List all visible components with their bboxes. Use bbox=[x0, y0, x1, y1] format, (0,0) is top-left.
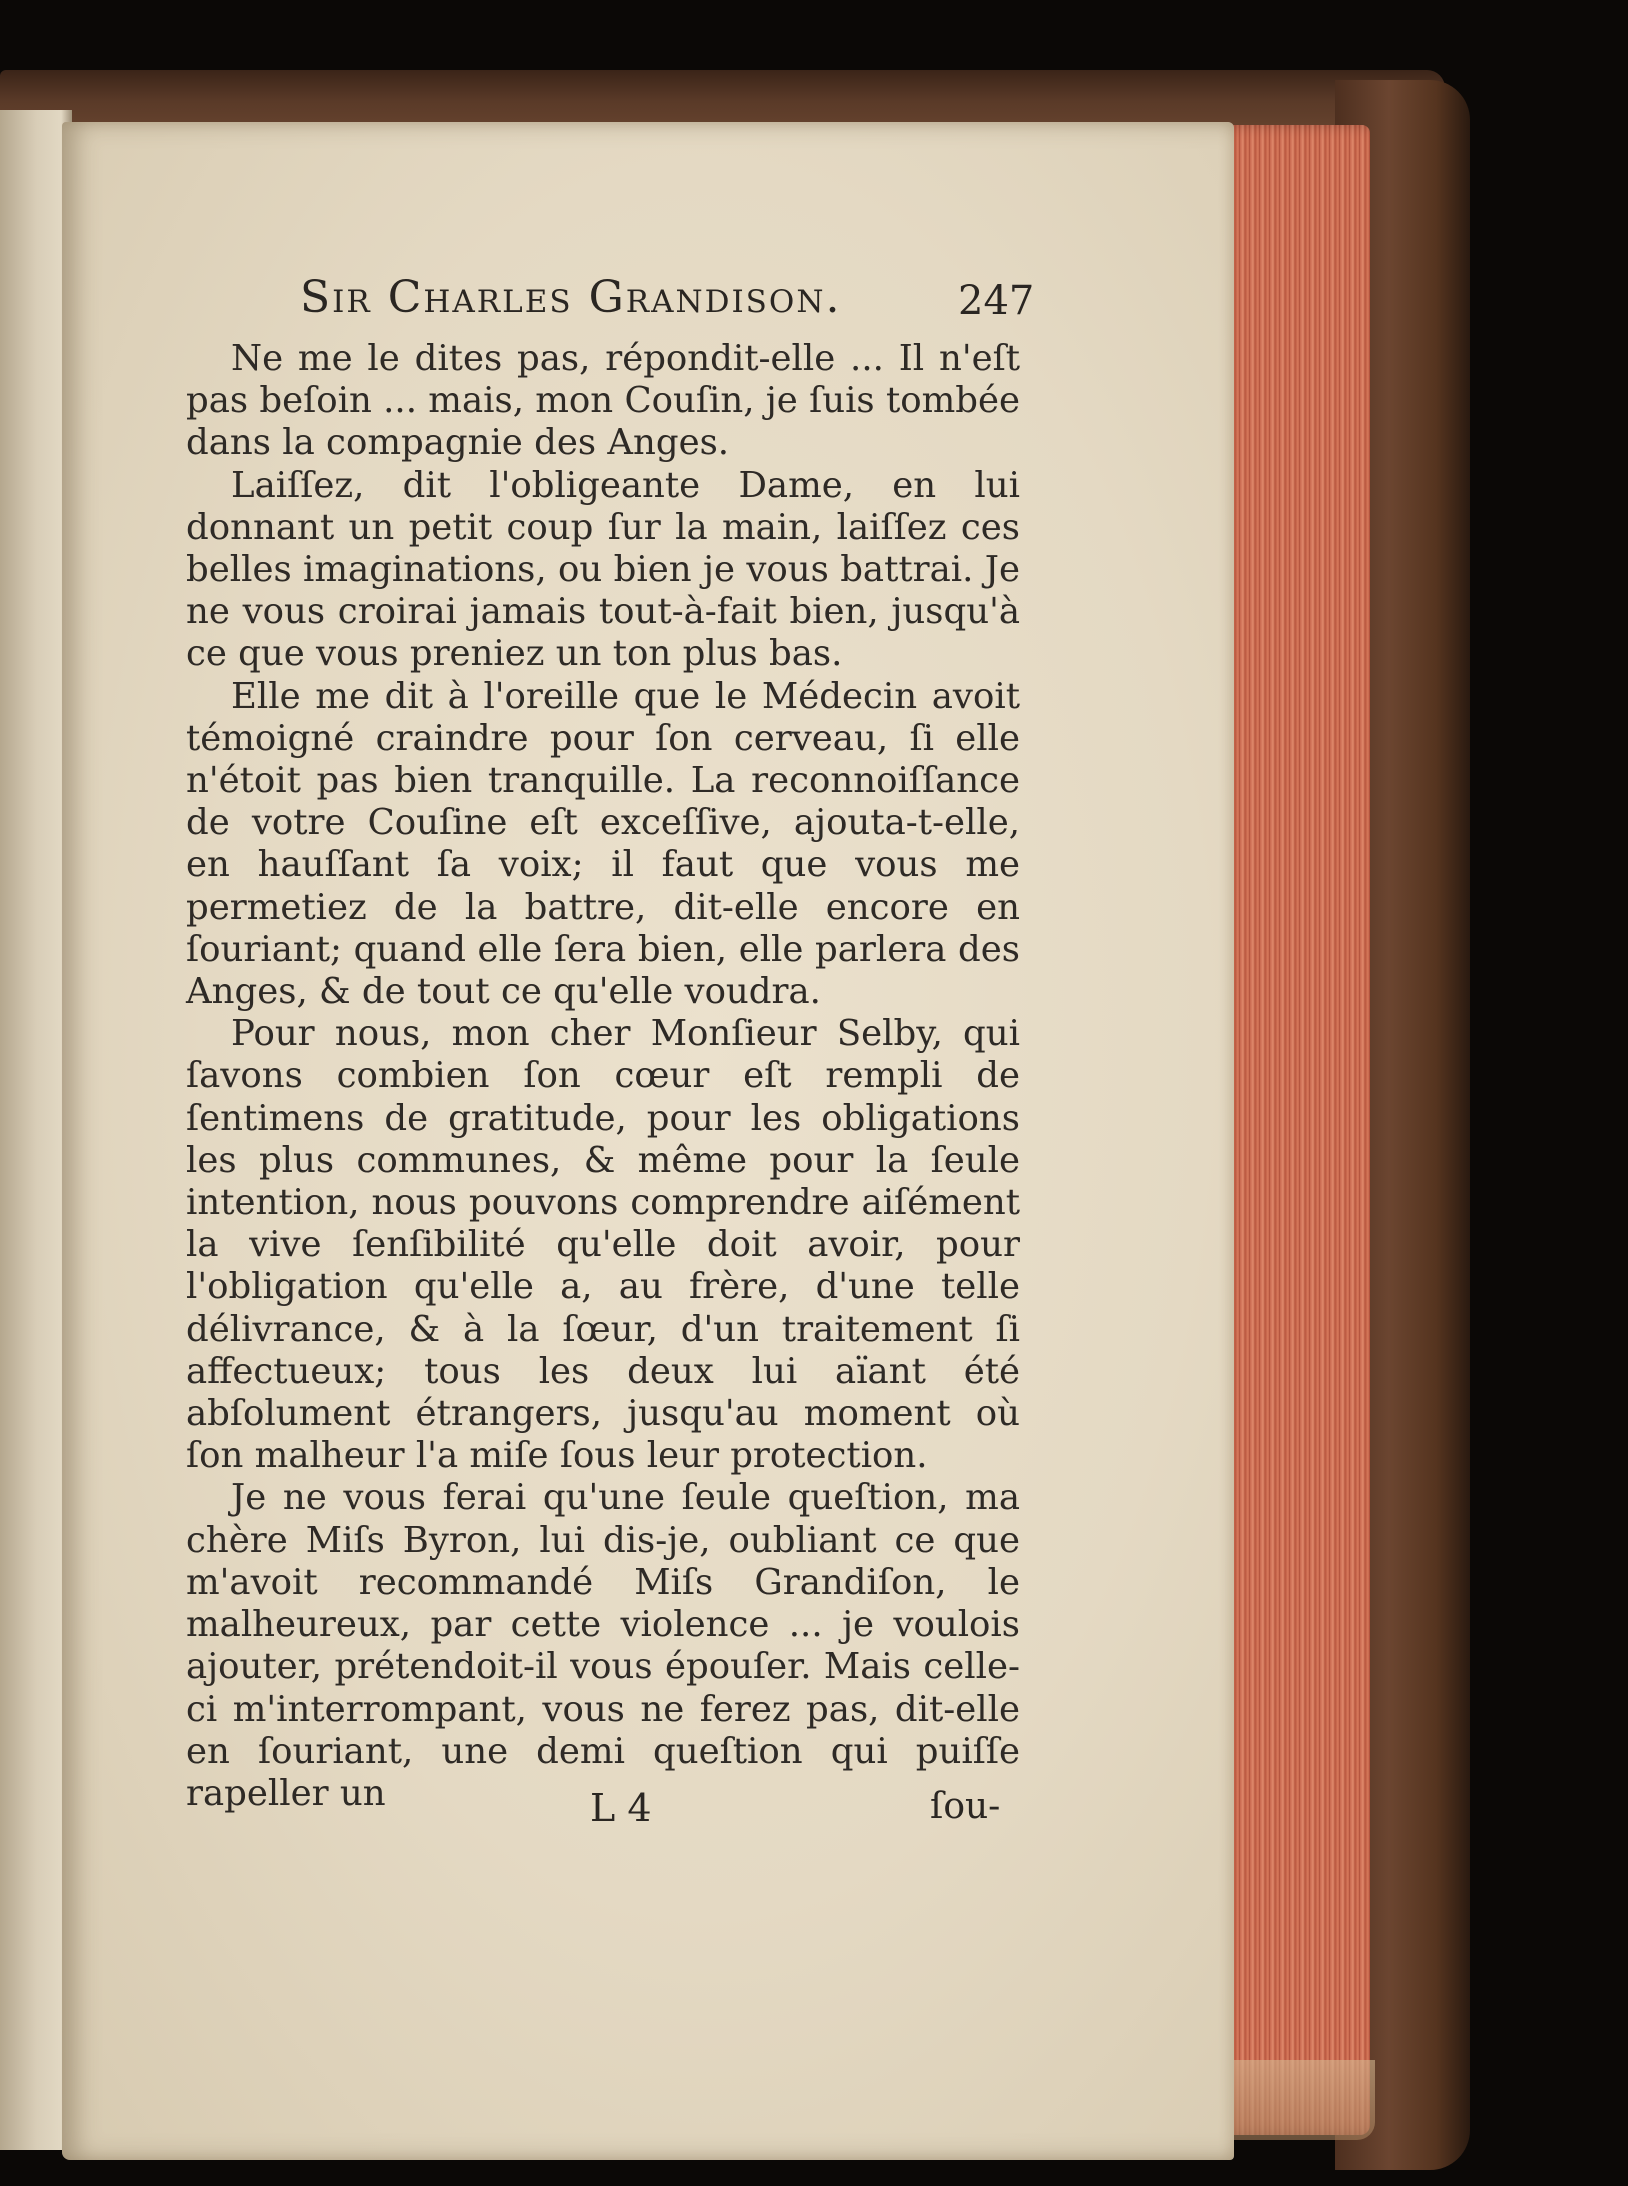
catchword: ſou- bbox=[930, 1786, 1001, 1827]
paragraph-3: Elle me dit à l'oreille que le Médecin avoit témoigné craindre pour ſon cerveau, ſi elle n'étoit pas bien tranquille. La reconnoiſſance de votre Couſine eſt exceſſive, ajouta-t-elle, en hauſſant ſa voix; il faut que vous me permetiez de la battre, dit-elle encore en ſouriant; quand elle ſera bien, elle parlera des Anges, & de tout ce qu'elle voudra. bbox=[186, 675, 1020, 1013]
signature-mark: L 4 bbox=[590, 1786, 652, 1830]
running-head: Sir Charles Grandison. bbox=[300, 272, 842, 323]
page-edges bbox=[1210, 125, 1370, 2135]
page-number: 247 bbox=[958, 278, 1035, 324]
paragraph-2: Laiſſez, dit l'obligeante Dame, en lui donnant un petit coup ſur la main, laiſſez ces belles imaginations, ou bien je vous battrai. Je ne vous croirai jamais tout-à-fait bien, jusqu'à ce que vous preniez un ton plus bas. bbox=[186, 464, 1020, 675]
paragraph-5: Je ne vous ferai qu'une ſeule queſtion, ma chère Miſs Byron, lui dis-je, oubliant ce que m'avoit recommandé Miſs Grandiſon, le malheureux, par cette violence ... je voulois ajouter, prétendoit-il vous épouſer. Mais celle-ci m'interrompant, vous ne ferez pas, dit-elle en ſouriant, une demi queſtion qui puiſſe rapeller un bbox=[186, 1477, 1020, 1814]
body-text bbox=[186, 338, 1020, 1815]
paragraph-4: Pour nous, mon cher Monſieur Selby, qui ſavons combien ſon cœur eſt rempli de ſentimens de gratitude, pour les obligations les plus communes, & même pour la ſeule intention, nous pouvons comprendre aiſément la vive ſenſibilité qu'elle doit avoir, pour l'obligation qu'elle a, au frère, d'une telle délivrance, & à la ſœur, d'un traitement ſi affectueux; tous les deux lui aïant été abſolument étrangers, jusqu'au moment où ſon malheur l'a miſe ſous leur protection. bbox=[186, 1013, 1020, 1477]
paragraph-1: Ne me le dites pas, répondit-elle ... Il n'eſt pas beſoin ... mais, mon Couſin, je ſuis tombée dans la compagnie des Anges. bbox=[186, 338, 1020, 464]
